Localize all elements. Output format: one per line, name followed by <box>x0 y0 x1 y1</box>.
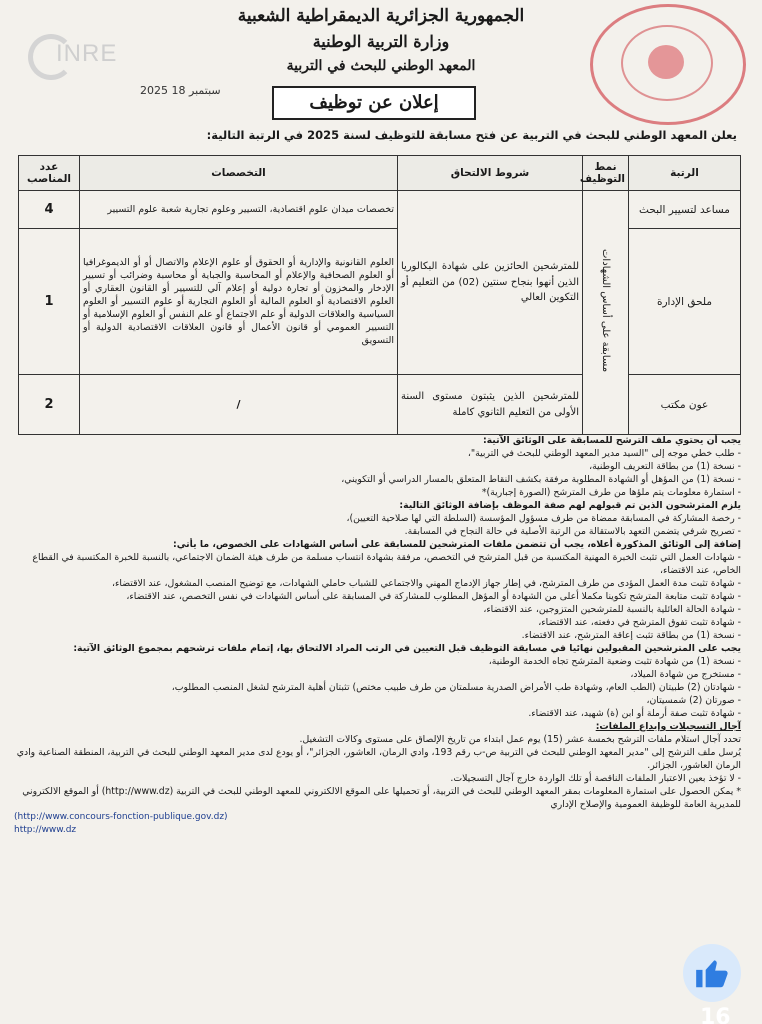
official-stamp <box>590 4 746 125</box>
list-item: - شهادتان (2) طبيتان (الطب العام، وشهادة طب الأمراض الصدرية مسلمتان من طرف طبيب مختص) تثبتان أهلية المترشح لشغل المنصب المطلوب، <box>171 682 741 693</box>
table-row <box>19 375 741 435</box>
cell-count: 4 <box>19 191 80 229</box>
list-item: - شهادة تثبت متابعة المترشح تكوينا مكملا أعلى من الشهادة أو المؤهل المطلوب للمشاركة في المسابقة على أساس الشهادات في نفس التخصص، عند الاقتضاء، <box>126 591 741 602</box>
list-item: - نسخة (1) من المؤهل أو الشهادة المطلوبة مرفقة بكشف النقاط المتعلق بالمسار الدراسي أو التكويني، <box>341 474 741 485</box>
like-button[interactable] <box>683 944 741 1002</box>
list-item: - شهادة تثبت صفة أرملة أو ابن (ة) شهيد، عند الاقتضاء. <box>528 708 741 719</box>
public-service-link[interactable]: (http://www.concours-fonction-publique.gov.dz) <box>14 812 228 822</box>
announcement-body <box>14 434 741 837</box>
header-conditions: شروط الالتحاق <box>398 156 583 191</box>
selected-title: يلزم المترشحون الذين تم قبولهم لهم صفة الموظف بإضافة الوثائق التالية: <box>399 500 741 511</box>
list-item: يُرسل ملف الترشح إلى "مدير المعهد الوطني للبحث في التربية ص-ب رقم 193، وادي الرمان، العاشور، الجزائر"، أو يودع لدى مدير المعهد الوطني للبحث في التربية، المنطقة الصناعية وادي الرمان العاشور، الجزائر. <box>16 747 741 771</box>
announcement-date: 2025 سبتمبر 18 <box>140 84 221 97</box>
list-item: - استمارة معلومات يتم ملؤها من طرف المترشح (الصورة إجبارية)* <box>481 487 741 498</box>
page-number: 16 <box>700 1005 731 1024</box>
cell-rank: عون مكتب <box>629 375 741 435</box>
stamp-inner-ring <box>621 25 713 101</box>
list-item: - شهادة الحالة العائلية بالنسبة للمترشحين المتزوجين، عند الاقتضاء، <box>483 604 741 615</box>
list-item: - رخصة المشاركة في المسابقة ممضاة من طرف مسؤول المؤسسة (السلطة التي لها صلاحية التعيين)، <box>346 513 741 524</box>
cell-count: 2 <box>19 375 80 435</box>
header-rank: الرتبة <box>629 156 741 191</box>
list-item: - لا تؤخذ بعين الاعتبار الملفات الناقصة أو تلك الواردة خارج آجال التسجيلات. <box>450 773 741 784</box>
extra-title: إضافة إلى الوثائق المذكورة أعلاه، يجب أن تتضمن ملفات المترشحين للمسابقة على أساس الشهادات على الخصوص، ما يأتي: <box>173 539 741 550</box>
logo-text: INRE <box>56 40 118 67</box>
cell-specialties: تخصصات ميدان علوم اقتصادية، التسيير وعلوم تجارية شعبة علوم التسيير <box>80 191 398 229</box>
list-item: - نسخة (1) من بطاقة التعريف الوطنية، <box>589 461 741 472</box>
final-title: يجب على المترشحين المقبولين نهائيا في مسابقة التوظيف قبل التعيين في الرتب المراد الالتحاق بها، إتمام ملفات ترشحهم بمجموع الوثائق الآتية: <box>73 643 741 654</box>
list-item: - نسخة (1) من شهادة تثبت وضعية المترشح تجاه الخدمة الوطنية، <box>488 656 741 667</box>
intro-text: يعلن المعهد الوطني للبحث في التربية عن فتح مسابقة للتوظيف لسنة 2025 في الرتبة التالية: <box>206 128 737 142</box>
table-row <box>19 229 741 375</box>
cell-mode <box>583 191 629 435</box>
list-item: - شهادة تثبت تفوق المترشح في دفعته، عند الاقتضاء، <box>538 617 741 628</box>
cell-rank: ملحق الإدارة <box>629 229 741 375</box>
docs-title: يجب أن يحتوي ملف الترشح للمسابقة على الوثائق الآتية: <box>482 435 741 446</box>
cell-count: 1 <box>19 229 80 375</box>
republic-title: الجمهورية الجزائرية الديمقراطية الشعبية <box>237 6 525 26</box>
header-mode: نمط التوظيف <box>583 156 629 191</box>
list-item: - شهادات العمل التي تثبت الخبرة المهنية المكتسبة من قبل المترشح في التخصص، مرفقة بشهادة انتساب مسلمة من طرف هيئة الضمان الاجتماعي، بالنسبة للخبرة المكتسبة في القطاع الخاص، عند الاقتضاء، <box>32 552 741 576</box>
header-count: عدد المناصب <box>19 156 80 191</box>
list-item: تحدد آجال استلام ملفات الترشح بخمسة عشر (15) يوم عمل ابتداء من تاريخ الإلصاق على مستوى وكالات التشغيل. <box>299 734 741 745</box>
list-item: - طلب خطي موجه إلى "السيد مدير المعهد الوطني للبحث في التربية"، <box>467 448 741 459</box>
table-header-row <box>19 156 741 191</box>
inre-logo <box>28 30 133 80</box>
table-row <box>19 191 741 229</box>
stamp-emblem-icon <box>648 45 684 79</box>
list-item: - نسخة (1) من بطاقة تثبت إعاقة المترشح، عند الاقتضاء. <box>521 630 741 641</box>
list-item: * يمكن الحصول على استمارة المعلومات بمقر المعهد الوطني للبحث في التربية، أو تحميلها على الموقع الالكتروني للمعهد الوطني للبحث في التربية (http://www.dz) أو الموقع الالكتروني للمديرية العامة للوظيفة العمومية والإصلاح الإداري <box>22 786 741 810</box>
cell-specialties: / <box>80 375 398 435</box>
institute-link[interactable]: http://www.dz <box>14 825 77 835</box>
positions-table <box>18 155 741 435</box>
thumbs-up-icon <box>693 954 731 992</box>
institute-title: المعهد الوطني للبحث في التربية <box>286 58 476 74</box>
list-item: - مستخرج من شهادة الميلاد، <box>630 669 741 680</box>
list-item: - تصريح شرفي يتضمن التعهد بالاستقالة من الرتبة الأصلية في حالة النجاح في المسابقة. <box>404 526 741 537</box>
deadline-title: آجال التسجيلات وإيداع الملفات: <box>595 721 741 732</box>
cell-conditions: للمترشحين الحائزين على شهادة البكالوريا الذين أنهوا بنجاح سنتين (02) من التعليم أو التكوين العالي <box>398 191 583 375</box>
announcement-title: إعلان عن توظيف <box>272 86 476 120</box>
header-specialties: التخصصات <box>80 156 398 191</box>
ministry-title: وزارة التربية الوطنية <box>312 32 450 51</box>
cell-rank: مساعد لتسيير البحث <box>629 191 741 229</box>
list-item: - شهادة تثبت مدة العمل المؤدى من طرف المترشح، في إطار جهاز الإدماج المهني والاجتماعي للشباب حاملي الشهادات، مع توضيح المنصب المشغول، عند الاقتضاء، <box>112 578 741 589</box>
list-item: - صورتان (2) شمسيتان، <box>646 695 741 706</box>
cell-specialties: العلوم القانونية والإدارية أو الحقوق أو علوم الإعلام والاتصال أو أو الديموغرافيا أو العلوم الصحافية والإعلام أو المحاسبة والجباية أو محاسبة وضرائب أو تسيير الإدخار والمخزون أو تجارة دولية أو إعلام آلي للتسيير أو القانون العقاري أو العلوم الاقتصادية أو العلوم المالية أو العلوم التجارية أو علوم التسيير أو العلوم السياسية والعلاقات الدولية أو علم الاجتماع أو علم النفس أو العلوم الإسلامية أو التسيير العمومي أو قانون الأعمال أو قانون العلاقات الاقتصادية الدولية أو التسويق <box>80 229 398 375</box>
cell-conditions: للمترشحين الذين يثبتون مستوى السنة الأولى من التعليم الثانوي كاملة <box>398 375 583 435</box>
mode-text: مسابقة على أساس الشهادات <box>600 249 611 373</box>
